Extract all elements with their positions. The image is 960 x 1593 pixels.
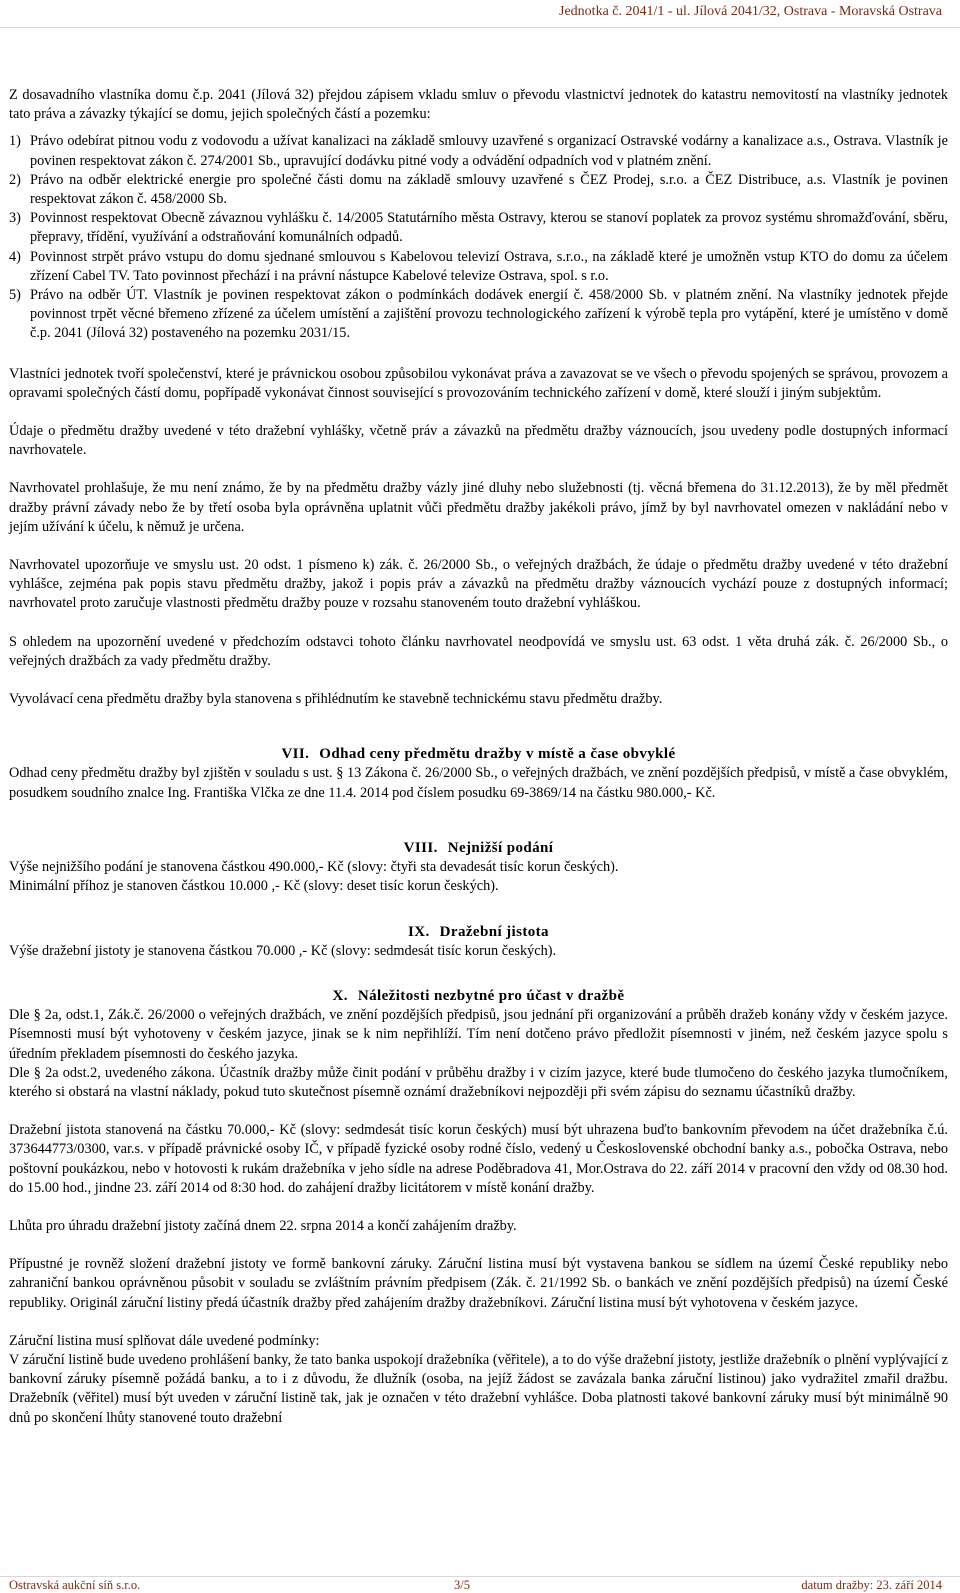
list-item — [9, 286, 948, 344]
section-number: X. — [332, 987, 348, 1004]
paragraph: Údaje o předmětu dražby uvedené v této dražební vyhlášky, včetně práv a závazků na předmětu dražby váznoucích, jsou uvedeny podle dostupných informací navrhovatele. — [9, 423, 948, 459]
document-body — [9, 86, 948, 1447]
section-heading — [9, 839, 948, 858]
rights-list — [9, 132, 948, 343]
section-body — [9, 858, 948, 896]
section-title: Náležitosti nezbytné pro účast v dražbě — [357, 987, 625, 1004]
paragraph: Dle § 2a odst.2, uvedeného zákona. Účastník dražby může činit podání v průběhu dražby i v cizím jazyce, které bude tlumočeno do českého jazyka tlumočníkem, kterého si obstará na vlastní náklady, pokud tuto skutečnost písemně oznámí dražebníkovi nejpozději při svém zápisu do seznamu účastníků dražby. — [9, 1064, 948, 1100]
paragraph: Navrhovatel prohlašuje, že mu není známo, že by na předmětu dražby vázly jiné dluhy nebo služebnosti (tj. věcná břemena do 31.12.2013), že by měl předmět dražby právní závady nebo že by třetí osoba byla oprávněna uplatnit vůči předmětu dražby jakékoli právo, jímž by byl navrhovatel omezen v nakládání nebo v jejím užívání k účelu, k němuž je určena. — [9, 480, 948, 535]
paragraph: S ohledem na upozornění uvedené v předchozím odstavci tohoto článku navrhovatel neodpovídá ve smyslu ust. 63 odst. 1 věta druhá zák. č. 26/2000 Sb., o veřejných dražbách za vady předmětu dražby. — [9, 633, 948, 669]
paragraph: Záruční listina musí splňovat dále uvedené podmínky: V záruční listině bude uvedeno prohlášení banky, že tato banka uspokojí dražebníka (věřitele), a to do výše dražební jistoty, jestliže dražebník o plnění vyplývající z bankovní záruky písemně požádá banku, a to i z důvodu, že dlužník (osoba, na jejíž žádost se zavázala banka záruční listinou) jako vydražitel zmařil dražbu. Dražebník (věřitel) musí být uveden v záruční listině tak, jak je označen v této dražební vyhlášce. Doba platnosti takové bankovní záruky musí být minimálně 90 dnů po skončení lhůty stanovené touto dražební — [9, 1332, 948, 1426]
section-body — [9, 764, 948, 802]
section-heading — [9, 745, 948, 764]
section-number: VIII. — [403, 839, 438, 856]
section-heading — [9, 923, 948, 942]
header-divider — [0, 27, 960, 28]
footer-company: Ostravská aukční síň s.r.o. — [9, 1578, 141, 1592]
list-item-number: 4) — [9, 248, 21, 265]
section-body — [9, 942, 948, 961]
paragraph: Navrhovatel upozorňuje ve smyslu ust. 20 odst. 1 písmeno k) zák. č. 26/2000 Sb., o veřejných dražbách, že údaje o předmětu dražby uvedené v této dražební vyhlášce, zejména pak popis stavu předmětu dražby, jakož i popis práv a závazků na předmětu dražby váznoucích vychází pouze z dostupných informací; navrhovatel proto zaručuje vlastnosti předmětu dražby pouze v rozsahu stanoveném touto dražební vyhláškou. — [9, 557, 948, 612]
section-title: Nejnižší podání — [447, 839, 554, 856]
paragraph: Dle § 2a, odst.1, Zák.č. 26/2000 o veřejných dražbách, ve znění pozdějších předpisů, jsou jednání při organizování a průběh dražeb konány vždy v českém jazyce. Písemnosti musí být vyhotoveny v českém jazyce, jinak se k nim nepřihlíží. Tím není dotčeno právo předložit písemnosti v jiném, než českém jazyce spolu s úředním překladem písemnosti do českého jazyka. — [9, 1007, 948, 1062]
list-item-number: 3) — [9, 210, 21, 227]
paragraph: Vlastníci jednotek tvoří společenství, které je právnickou osobou způsobilou vykonávat práva a zavazovat se ve všech o převodu spojených se správou, provozem a opravami společných částí domu, popřípadě vykonávat činnost související s provozováním technického zařízení v domě, které slouží i jiným subjektům. — [9, 365, 948, 401]
list-item-number: 2) — [9, 171, 21, 188]
section-number: IX. — [408, 923, 430, 940]
section-number: VII. — [281, 746, 310, 763]
list-item-text: Právo na odběr elektrické energie pro společné části domu na základě smlouvy uzavřené s ČEZ Prodej, s.r.o. a ČEZ Distribuce, a.s. Vlastník je povinen respektovat zákon č. 458/2000 Sb. — [30, 171, 948, 208]
section-title: Dražební jistota — [439, 923, 549, 940]
footer-auction-date: datum dražby: 23. září 2014 — [801, 1578, 942, 1592]
section-heading — [9, 987, 948, 1006]
intro-paragraph: Z dosavadního vlastníka domu č.p. 2041 (Jílová 32) přejdou zápisem vkladu smluv o převodu vlastnictví jednotek do katastru nemovitostí na vlastníky jednotek tato práva a závazky týkající se domu, jejich společných částí a pozemku: — [9, 87, 948, 123]
list-item-text: Povinnost respektovat Obecně závaznou vyhlášku č. 14/2005 Statutárního města Ostravy, kterou se stanoví poplatek za provoz systému shromažďování, sběru, přepravy, třídění, využívání a odstraňování komunálních odpadů. — [30, 210, 948, 246]
list-item — [9, 171, 948, 209]
section-title: Odhad ceny předmětu dražby v místě a čase obvyklé — [319, 746, 676, 763]
paragraph: Výše nejnižšího podání je stanovena částkou 490.000,- Kč (slovy: čtyři sta devadesát tisíc korun českých). — [9, 859, 619, 876]
paragraph: Dražební jistota stanovená na částku 70.000,- Kč (slovy: sedmdesát tisíc korun českých) musí být uhrazena buďto bankovním převodem na účet dražebníka č.ú. 373644773/0300, var.s. v případě právnické osoby IČ, v případě fyzické osoby rodné číslo, vedený u Československé obchodní banky a.s., pobočka Ostrava, nebo poštovní poukázkou, nebo v hotovosti k rukám dražebníka v jeho sídle na adrese Poděbradova 41, Mor.Ostrava do 22. září 2014 v pracovní den vždy od 08.30 hod. do 15.00 hod., jindne 23. září 2014 od 8:30 hod. do zahájení dražby licitátorem v místě konání dražby. — [9, 1122, 948, 1196]
list-item-number: 1) — [9, 133, 21, 150]
paragraph: Vyvolávací cena předmětu dražby byla stanovena s přihlédnutím ke stavebně technickému stavu předmětu dražby. — [9, 691, 663, 708]
footer-page-number: 3/5 — [454, 1578, 470, 1592]
list-item-text: Právo na odběr ÚT. Vlastník je povinen respektovat zákon o podmínkách dodávek energií č. 458/2000 Sb. v platném znění. Na vlastníky jednotek přejde povinnost trpět věcné břemeno zřízené za účelem umístění a zajištění provozu technologického zařízení k výrobě tepla pro vytápění, které je umístěno v domě č.p. 2041 (Jílová 32) postaveného na pozemku 2031/15. — [30, 287, 948, 342]
list-item-text: Povinnost strpět právo vstupu do domu sjednané smlouvou s Kabelovou televizí Ostrava, s.r.o., na základě které je umožněn vstup KTO do domu za účelem zřízení Cabel TV. Tato povinnost přechází i na právní nástupce Kabelové televize Ostrava, spol. s r.o. — [30, 248, 948, 284]
paragraph: Výše dražební jistoty je stanovena částkou 70.000 ,- Kč (slovy: sedmdesát tisíc korun českých). — [9, 942, 557, 959]
list-item — [9, 209, 948, 247]
list-item-number: 5) — [9, 287, 21, 304]
paragraph: Přípustné je rovněž složení dražební jistoty ve formě bankovní záruky. Záruční listina musí být vystavena bankou se sídlem na území České republiky nebo zahraniční bankou oprávněnou působit v souladu se zvláštním právním předpisem (Zák. č. 21/1992 Sb. o bankách ve znění pozdějších předpisů) na území České republiky. Originál záruční listiny předá účastník dražby před zahájením dražby dražebníkovi. Záruční listina musí být vyhotovena v českém jazyce. — [9, 1256, 948, 1311]
footer-divider — [0, 1576, 960, 1577]
paragraph: Odhad ceny předmětu dražby byl zjištěn v souladu s ust. § 13 Zákona č. 26/2000 Sb., o veřejných dražbách, ve znění pozdějších předpisů, v místě a čase obvyklém, posudkem soudního znalce Ing. Františka Vlčka ze dne 11.4. 2014 pod číslem posudku 69-3869/14 na částku 980.000,- Kč. — [9, 765, 948, 801]
list-item — [9, 248, 948, 286]
paragraph: Minimální příhoz je stanoven částkou 10.000 ,- Kč (slovy: deset tisíc korun českých). — [9, 878, 499, 895]
running-header: Jednotka č. 2041/1 - ul. Jílová 2041/32, Ostrava - Moravská Ostrava — [559, 4, 942, 19]
list-item-text: Právo odebírat pitnou vodu z vodovodu a užívat kanalizaci na základě smlouvy uzavřené s organizací Ostravské vodárny a kanalizace a.s., Ostrava. Vlastník je povinen respektovat zákon č. 274/2001 Sb., upravující dodávku pitné vody a odvádění odpadních vod v platném znění. — [30, 133, 948, 169]
paragraph: Lhůta pro úhradu dražební jistoty začíná dnem 22. srpna 2014 a končí zahájením dražby. — [9, 1217, 517, 1234]
list-item — [9, 132, 948, 170]
section-body — [9, 1006, 948, 1102]
